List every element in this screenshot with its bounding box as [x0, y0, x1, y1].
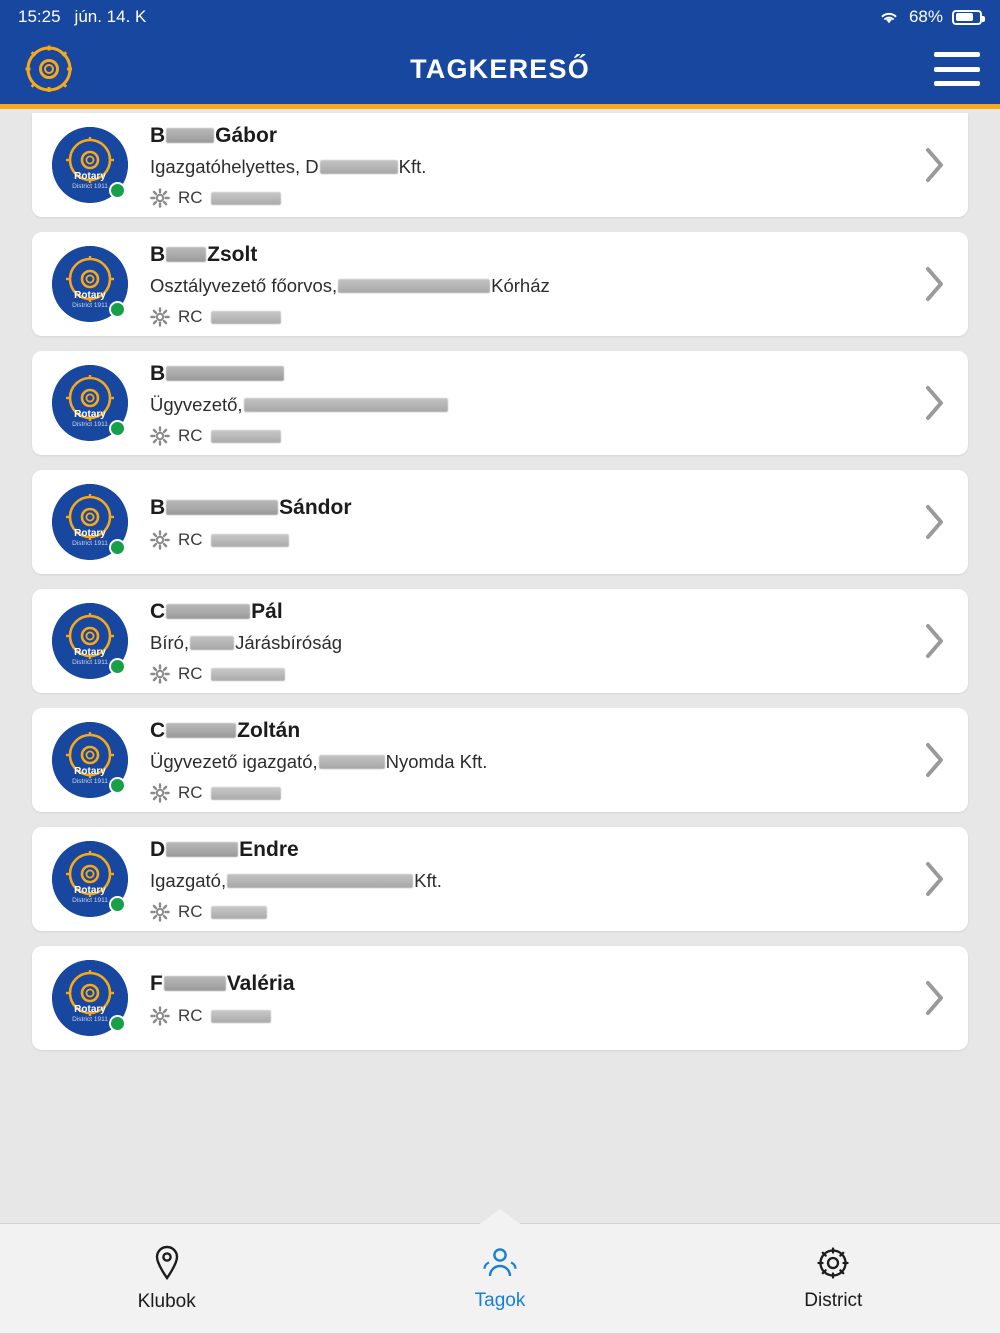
member-club — [150, 307, 910, 327]
member-club-label: RC — [178, 426, 203, 445]
avatar — [52, 365, 128, 441]
avatar-logo-text: Rotary — [74, 766, 106, 777]
member-job-title: Ügyvezető, — [150, 393, 910, 417]
avatar-logo-subtext: District 1911 — [72, 778, 108, 785]
member-info — [128, 122, 920, 208]
member-job-title: Igazgató, Kft. — [150, 870, 442, 891]
member-name: B Zsolt — [150, 242, 258, 266]
avatar-logo-text: Rotary — [74, 647, 106, 658]
chevron-right-icon[interactable] — [920, 380, 950, 426]
presence-indicator — [109, 420, 126, 437]
gear-icon — [150, 664, 170, 684]
member-list-item[interactable] — [32, 708, 968, 812]
presence-indicator — [109, 777, 126, 794]
member-name: D Endre — [150, 837, 299, 861]
chevron-right-icon[interactable] — [920, 618, 950, 664]
avatar-logo-text: Rotary — [74, 1004, 106, 1015]
member-list-item[interactable] — [32, 946, 968, 1050]
member-club — [150, 530, 910, 550]
member-name: B — [150, 360, 910, 387]
member-list-item[interactable] — [32, 232, 968, 336]
gear-icon — [150, 1006, 170, 1026]
member-club — [150, 902, 910, 922]
member-name: F Valéria — [150, 971, 295, 995]
gear-icon — [815, 1245, 851, 1281]
presence-indicator — [109, 658, 126, 675]
avatar-logo-subtext: District 1911 — [72, 540, 108, 547]
member-list-item[interactable] — [32, 351, 968, 455]
chevron-right-icon[interactable] — [920, 856, 950, 902]
member-info — [128, 717, 920, 803]
tab-klubok[interactable] — [0, 1244, 333, 1313]
status-time: 15:25 — [18, 7, 61, 26]
avatar-logo-subtext: District 1911 — [72, 183, 108, 190]
member-list-item[interactable] — [32, 827, 968, 931]
tab-label-district: District — [804, 1290, 863, 1311]
tab-tagok[interactable] — [333, 1245, 666, 1312]
member-name: B Gábor — [150, 123, 278, 147]
hamburger-menu-icon[interactable] — [934, 52, 980, 86]
member-info — [128, 494, 920, 550]
member-info — [128, 836, 920, 922]
presence-indicator — [109, 1015, 126, 1032]
chevron-right-icon[interactable] — [920, 142, 950, 188]
avatar — [52, 603, 128, 679]
gear-icon — [150, 426, 170, 446]
presence-indicator — [109, 896, 126, 913]
member-job-title: Igazgatóhelyettes, D Kft. — [150, 156, 427, 177]
avatar-logo-text: Rotary — [74, 171, 106, 182]
member-club-label: RC — [178, 664, 203, 683]
member-club — [150, 1006, 910, 1026]
member-club-redacted — [211, 787, 281, 800]
avatar — [52, 246, 128, 322]
member-club-label: RC — [178, 188, 203, 207]
member-name: C Zoltán — [150, 718, 301, 742]
member-club-redacted — [211, 311, 281, 324]
avatar-logo-subtext: District 1911 — [72, 659, 108, 666]
member-club — [150, 783, 910, 803]
member-club-label: RC — [178, 307, 203, 326]
member-club-redacted — [211, 906, 267, 919]
bottom-tab-bar — [0, 1223, 1000, 1333]
member-info — [128, 598, 920, 684]
member-list[interactable] — [0, 109, 1000, 1223]
member-job-title: Bíró, Járásbíróság — [150, 632, 343, 653]
tab-district[interactable] — [667, 1245, 1000, 1312]
rotary-logo-icon — [20, 40, 78, 98]
member-club — [150, 188, 910, 208]
member-club-redacted — [211, 668, 285, 681]
member-club-label: RC — [178, 902, 203, 921]
chevron-right-icon[interactable] — [920, 261, 950, 307]
avatar-logo-subtext: District 1911 — [72, 1016, 108, 1023]
app-header — [0, 34, 1000, 104]
avatar-logo-text: Rotary — [74, 528, 106, 539]
battery-icon — [952, 10, 982, 25]
status-bar — [0, 0, 1000, 34]
member-club-redacted — [211, 192, 281, 205]
chevron-right-icon[interactable] — [920, 499, 950, 545]
members-icon — [481, 1245, 519, 1281]
presence-indicator — [109, 539, 126, 556]
status-date: jún. 14. K — [74, 7, 147, 26]
member-club — [150, 664, 910, 684]
tab-label-tagok: Tagok — [474, 1290, 526, 1311]
chevron-right-icon[interactable] — [920, 975, 950, 1021]
avatar — [52, 841, 128, 917]
member-club-label: RC — [178, 530, 203, 549]
presence-indicator — [109, 301, 126, 318]
gear-icon — [150, 188, 170, 208]
member-name: B Sándor — [150, 495, 352, 519]
gear-icon — [150, 530, 170, 550]
presence-indicator — [109, 182, 126, 199]
member-club-label: RC — [178, 1006, 203, 1025]
avatar — [52, 484, 128, 560]
avatar — [52, 722, 128, 798]
wifi-icon — [878, 9, 900, 25]
member-list-item[interactable] — [32, 470, 968, 574]
avatar-logo-subtext: District 1911 — [72, 421, 108, 428]
avatar-logo-text: Rotary — [74, 409, 106, 420]
member-job-title: Ügyvezető igazgató, Nyomda Kft. — [150, 751, 488, 772]
map-pin-icon — [150, 1244, 184, 1282]
member-name: C Pál — [150, 599, 283, 623]
avatar — [52, 960, 128, 1036]
avatar-logo-subtext: District 1911 — [72, 302, 108, 309]
member-info — [128, 360, 920, 446]
member-club — [150, 426, 910, 446]
member-info — [128, 970, 920, 1026]
member-list-item[interactable] — [32, 113, 968, 217]
gear-icon — [150, 902, 170, 922]
member-job-title: Osztályvezető főorvos, Kórház — [150, 275, 550, 296]
chevron-right-icon[interactable] — [920, 737, 950, 783]
member-club-label: RC — [178, 783, 203, 802]
member-list-item[interactable] — [32, 589, 968, 693]
page-title: TAGKERESŐ — [410, 53, 590, 84]
member-club-redacted — [211, 534, 289, 547]
member-club-redacted — [211, 430, 281, 443]
avatar-logo-subtext: District 1911 — [72, 897, 108, 904]
member-club-redacted — [211, 1010, 271, 1023]
tab-label-klubok: Klubok — [137, 1291, 196, 1312]
gear-icon — [150, 783, 170, 803]
avatar-logo-text: Rotary — [74, 885, 106, 896]
member-info — [128, 241, 920, 327]
battery-percent-label: 68% — [908, 7, 943, 26]
gear-icon — [150, 307, 170, 327]
avatar — [52, 127, 128, 203]
avatar-logo-text: Rotary — [74, 290, 106, 301]
